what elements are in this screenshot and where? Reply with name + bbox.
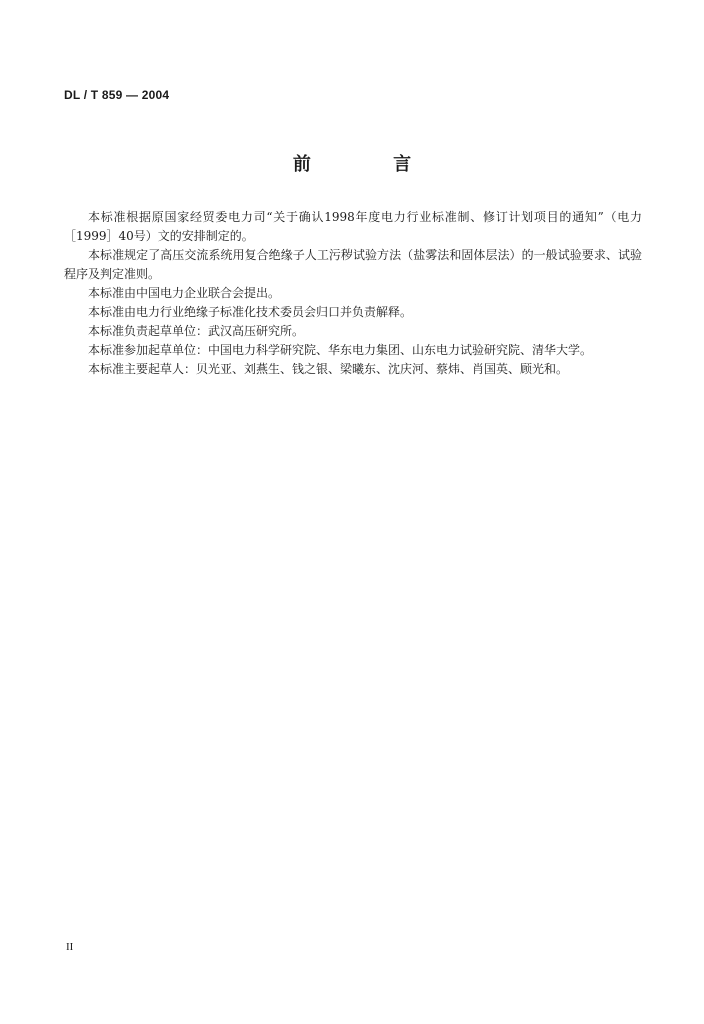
- paragraph-proposer: 本标准由中国电力企业联合会提出。: [88, 286, 281, 300]
- standard-code: DL / T 859 — 2004: [64, 88, 170, 102]
- paragraph-basis: 本标准根据原国家经贸委电力司“关于确认1998年度电力行业标准制、修订计划项目的通知”（电力［1999］40号）文的安排制定的。: [64, 210, 642, 243]
- paragraph-lead-drafter: 本标准负责起草单位：武汉高压研究所。: [88, 324, 305, 338]
- paragraph-committee: 本标准由电力行业绝缘子标准化技术委员会归口并负责解释。: [88, 305, 413, 319]
- page-number: II: [66, 941, 74, 953]
- foreword-body: [64, 208, 642, 379]
- paragraph-scope: 本标准规定了高压交流系统用复合绝缘子人工污秽试验方法（盐雾法和固体层法）的一般试验要求、试验程序及判定准则。: [64, 248, 642, 281]
- page-title: 前 言: [292, 154, 450, 175]
- paragraph-main-drafters: 本标准主要起草人：贝光亚、刘燕生、钱之银、梁曦东、沈庆河、蔡炜、肖国英、顾光和。: [88, 362, 569, 376]
- paragraph-participating-drafters: 本标准参加起草单位：中国电力科学研究院、华东电力集团、山东电力试验研究院、清华大学。: [88, 343, 593, 357]
